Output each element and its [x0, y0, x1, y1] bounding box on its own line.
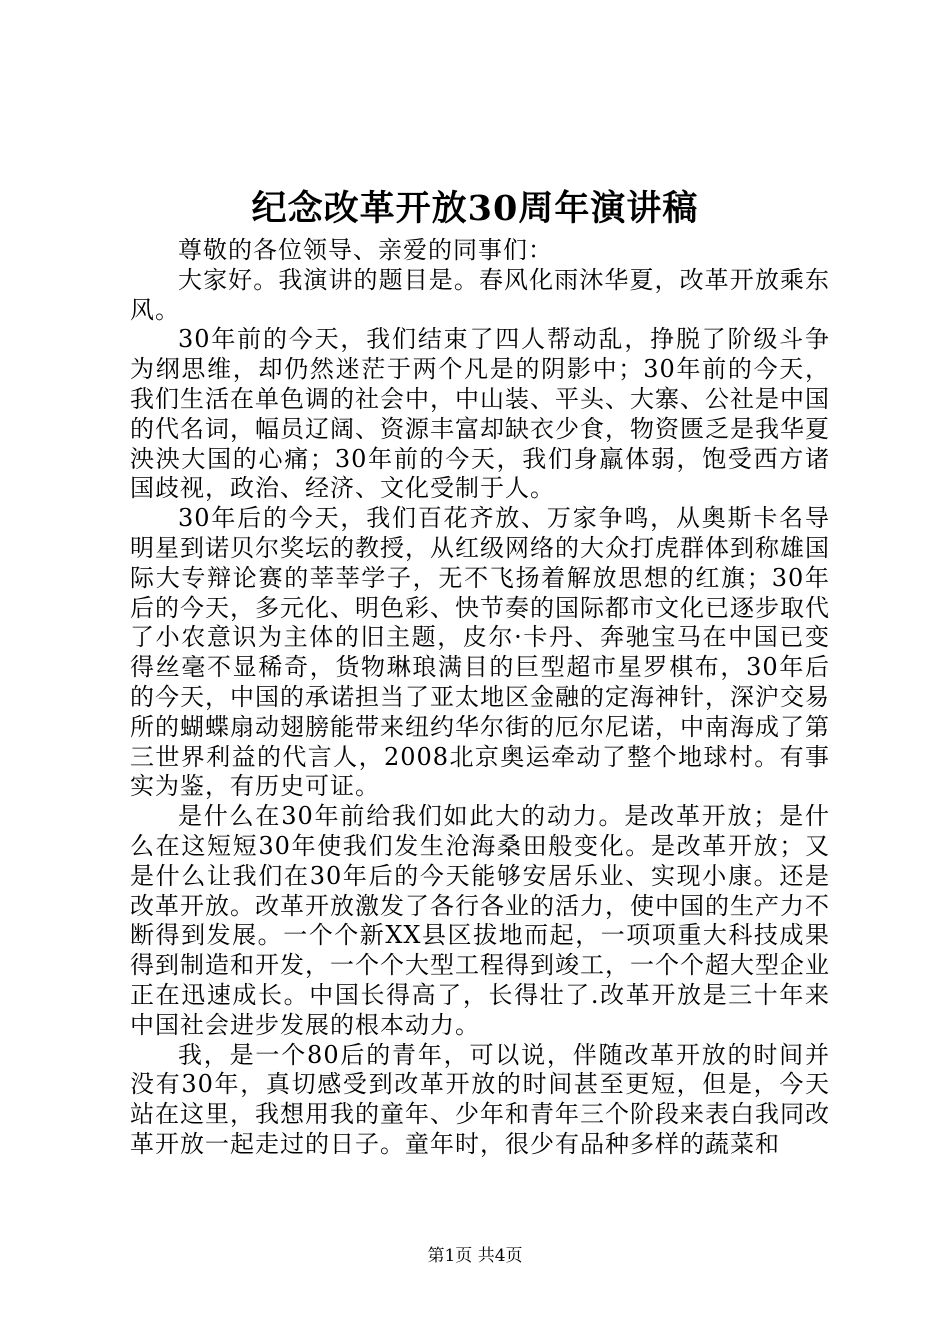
paragraph-30-years-ago: 30年前的今天，我们结束了四人帮动乱，挣脱了阶级斗争为纲思维，却仍然迷茫于两个凡是的阴影中；30年前的今天，我们生活在单色调的社会中，中山装、平头、大寨、公社是中国的代名词，幅员辽阔、资源丰富却缺衣少食，物资匮乏是我华夏泱泱大国的心痛；30年前的今天，我们身羸体弱，饱受西方诸国歧视，政治、经济、文化受制于人。 — [130, 325, 830, 503]
paragraph-greeting: 大家好。我演讲的题目是。春风化雨沐华夏，改革开放乘东风。 — [130, 265, 830, 324]
paragraph-30-years-later: 30年后的今天，我们百花齐放、万家争鸣，从奥斯卡名导明星到诺贝尔奖坛的教授，从红级网络的大众打虎群体到称雄国际大专辩论赛的莘莘学子，无不飞扬着解放思想的红旗；30年后的今天，多元化、明色彩、快节奏的国际都市文化已逐步取代了小农意识为主体的旧主题，皮尔·卡丹、奔驰宝马在中国已变得丝毫不显稀奇，货物琳琅满目的巨型超市星罗棋布，30年后的今天，中国的承诺担当了亚太地区金融的定海神针，深沪交易所的蝴蝶扇动翅膀能带来纽约华尔街的厄尔尼诺，中南海成了第三世界利益的代言人，2008北京奥运牵动了整个地球村。有事实为鉴，有历史可证。 — [130, 504, 830, 801]
document-body — [130, 236, 830, 1160]
paragraph-personal-story: 我，是一个80后的青年，可以说，伴随改革开放的时间并没有30年，真切感受到改革开放的时间甚至更短，但是，今天站在这里，我想用我的童年、少年和青年三个阶段来表白我同改革开放一起走过的日子。童年时，很少有品种多样的蔬菜和 — [130, 1040, 830, 1158]
page-footer: 第1页 共4页 — [427, 1246, 523, 1266]
document-title: 纪念改革开放30周年演讲稿 — [251, 188, 699, 229]
paragraph-reform-driving-force: 是什么在30年前给我们如此大的动力。是改革开放；是什么在这短短30年使我们发生沧海桑田般变化。是改革开放；又是什么让我们在30年后的今天能够安居乐业、实现小康。还是改革开放。改革开放激发了各行各业的活力，使中国的生产力不断得到发展。一个个新XX县区拔地而起，一项项重大科技成果得到制造和开发，一个个大型工程得到竣工，一个个超大型企业正在迅速成长。中国长得高了，长得壮了.改革开放是三十年来中国社会进步发展的根本动力。 — [130, 802, 830, 1039]
salutation: 尊敬的各位领导、亲爱的同事们： — [178, 236, 553, 264]
